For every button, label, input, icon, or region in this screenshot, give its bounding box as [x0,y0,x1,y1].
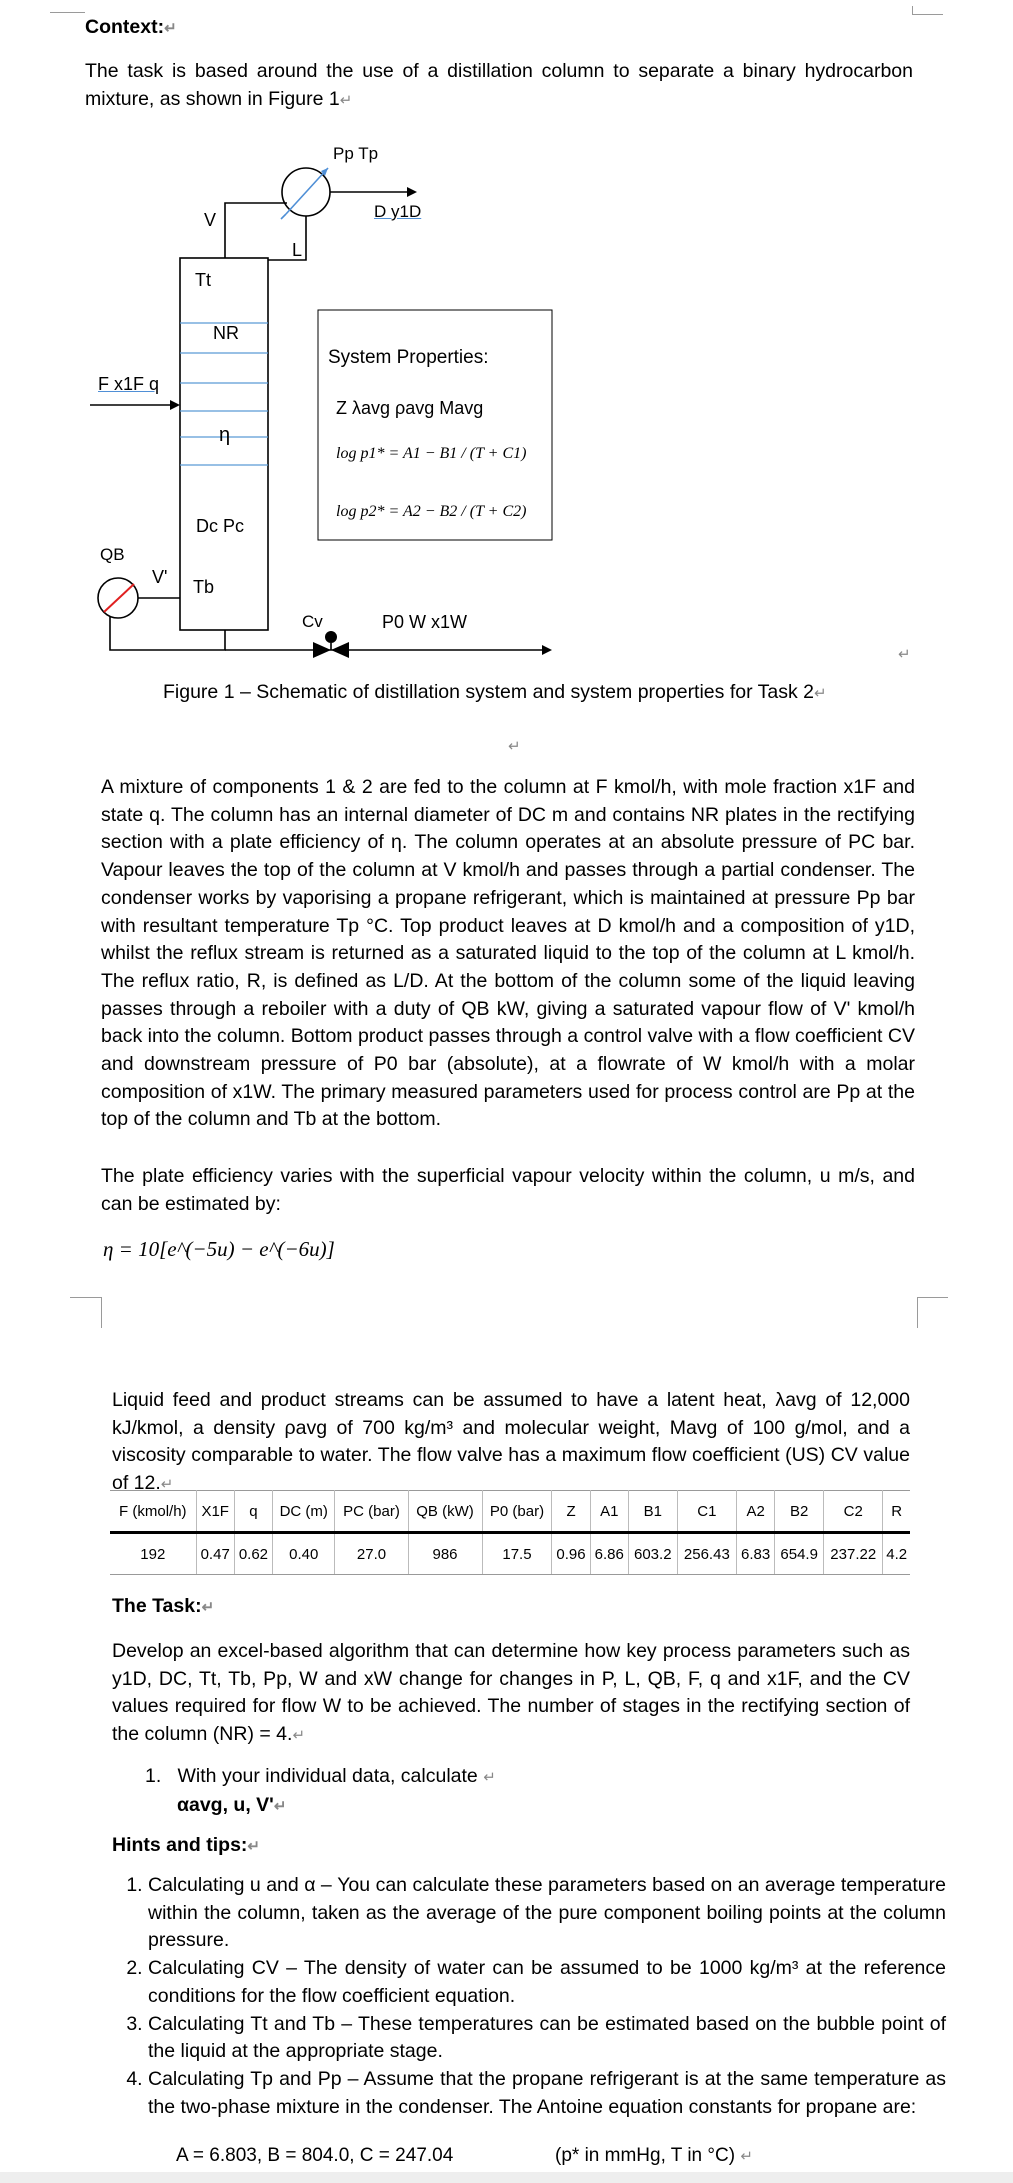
page-bottom-strip [0,2172,1013,2183]
table-cell: 6.83 [737,1533,775,1575]
system-properties-title: System Properties: [328,347,489,368]
hints-heading: Hints and tips:↵ [112,1834,260,1856]
task-body: Develop an excel-based algorithm that can determine how key process parameters such as y1D, DC, Tt, Tb, Pp, W and xW change for changes in P, L, QB, F, q and x1F, and the CV values required for flow W to be achieved. The number of stages in the rectifying section of the column (NR) = 4.↵ [112,1640,910,1746]
context-heading: Context:↵ [85,16,177,38]
table-row [110,1533,910,1575]
label-v: V [204,210,217,230]
table-cell: 17.5 [482,1533,552,1575]
table-header-cell: C1 [677,1491,736,1533]
system-properties-vars: Z λavg ρavg Mavg [336,398,484,418]
table-cell: 6.86 [590,1533,628,1575]
label-cv: Cv [302,612,323,631]
label-bottom-product: P0 W x1W [382,612,468,632]
label-feed: F x1F q [98,374,160,394]
label-d-y1d: D y1D [374,202,422,221]
table-cell: 0.62 [234,1533,272,1575]
table-header-cell: B1 [628,1491,677,1533]
label-nr: NR [213,323,239,343]
table-cell: 237.22 [824,1533,883,1575]
crop-mark-page2-left [70,1297,102,1328]
label-vprime: V' [152,567,168,587]
antoine-constants: A = 6.803, B = 804.0, C = 247.04 [176,2145,454,2166]
table-cell: 0.96 [552,1533,590,1575]
label-tt: Tt [195,270,211,290]
table-header-row [110,1491,910,1533]
table-header-cell: A1 [590,1491,628,1533]
numbered-item-1: 1. With your individual data, calculate ↵ αavg, u, V'↵ [145,1765,496,1816]
table-header-cell: A2 [737,1491,775,1533]
antoine-equation-2: log p2* = A2 − B2 / (T + C2) [336,503,527,520]
label-l: L [292,240,303,260]
task-heading: The Task:↵ [112,1595,215,1617]
table-header-cell: Z [552,1491,590,1533]
efficiency-paragraph: The plate efficiency varies with the superficial vapour velocity within the column, u m/s, and can be estimated by: [101,1165,915,1215]
condenser-arrow [286,168,328,214]
list-item: 1. Calculating u and α – You can calculate these parameters based on an average temperature within the column, taken as the average of the pure component boiling points at the column pressure. [148,1872,946,1955]
table-cell: 256.43 [677,1533,736,1575]
label-pp-tp: Pp Tp [333,144,379,163]
main-paragraph: A mixture of components 1 & 2 are fed to the column at F kmol/h, with mole fraction x1F and state q. The column has an internal diameter of DC m and contains NR plates in the rectifying section with a plate efficiency of η. The column operates at an absolute pressure of PC bar. Vapour leaves the top of the column at V kmol/h and passes through a partial condenser. The condenser works by vaporising a propane refrigerant, which is maintained at pressure Pp bar with resultant temperature Tp °C. Top product leaves at D kmol/h and a composition of y1D, whilst the reflux stream is returned as a saturated liquid to the top of the column at L kmol/h. The reflux ratio, R, is defined as L/D. At the bottom of the column some of the liquid leaving passes through a reboiler with a duty of QB kW, giving a saturated vapour flow of V' kmol/h back into the column. Bottom product passes through a control valve with a flow coefficient CV and downstream pressure of P0 bar (absolute), at a flowrate of W kmol/h with a molar composition of x1W. The primary measured parameters used for process control are Pp at the top of the column and Tb at the bottom. [101,776,915,1131]
table-header-cell: DC (m) [273,1491,335,1533]
figure-caption: Figure 1 – Schematic of distillation system and system properties for Task 2↵ [163,681,827,703]
table-cell: 192 [110,1533,196,1575]
table-header-cell: QB (kW) [408,1491,482,1533]
table-cell: 27.0 [335,1533,408,1575]
table-header-cell: B2 [775,1491,824,1533]
intro-paragraph: The task is based around the use of a distillation column to separate a binary hydrocarbon mixture, as shown in Figure 1↵ [85,60,913,110]
antoine-equation-1: log p1* = A1 − B1 / (T + C1) [336,445,527,462]
table-cell: 654.9 [775,1533,824,1575]
data-table [110,1490,910,1575]
crop-mark-page2-right [917,1297,948,1328]
table-cell: 0.47 [196,1533,234,1575]
antoine-units: (p* in mmHg, T in °C) ↵ [555,2145,753,2166]
list-item: 2. Calculating CV – The density of water can be assumed to be 1000 kg/m³ at the reference conditions for the flow coefficient equation. [148,1955,946,2010]
table-header-cell: PC (bar) [335,1491,408,1533]
table-header-cell: q [234,1491,272,1533]
label-qb: QB [100,545,125,564]
table-cell: 603.2 [628,1533,677,1575]
table-header-cell: C2 [824,1491,883,1533]
table-cell: 986 [408,1533,482,1575]
hints-list [112,1872,946,2121]
return-mark: ↵ [898,646,911,663]
control-valve [313,631,349,658]
vapour-line [225,203,287,258]
efficiency-equation: η = 10[e^(−5u) − e^(−6u)] [103,1237,335,1261]
table-cell: 0.40 [273,1533,335,1575]
label-dc-pc: Dc Pc [196,516,245,536]
crop-mark-top-left [50,12,85,13]
table-cell: 4.2 [883,1533,910,1575]
list-item: 3. Calculating Tt and Tb – These temperatures can be estimated based on the bubble point of the liquid at the appropriate stage. [148,2011,946,2066]
crop-mark-top-right [912,6,943,15]
table-header-cell: P0 (bar) [482,1491,552,1533]
list-item: 4. Calculating Tp and Pp – Assume that the propane refrigerant is at the same temperature as the two-phase mixture in the condenser. The Antoine equation constants for propane are: [148,2066,946,2121]
label-tb: Tb [193,577,215,597]
table-header-cell: R [883,1491,910,1533]
table-header-cell: F (kmol/h) [110,1491,196,1533]
label-eta: η [219,424,231,446]
table-header-cell: X1F [196,1491,234,1533]
page2-intro: Liquid feed and product streams can be assumed to have a latent heat, λavg of 12,000 kJ/kmol, a density ρavg of 700 kg/m³ and molecular weight, Mavg of 100 g/mol, and a viscosity comparable to water. The flow valve has a maximum flow coefficient (US) CV value of 12.↵ [112,1389,910,1495]
return-mark: ↵ [508,738,521,755]
